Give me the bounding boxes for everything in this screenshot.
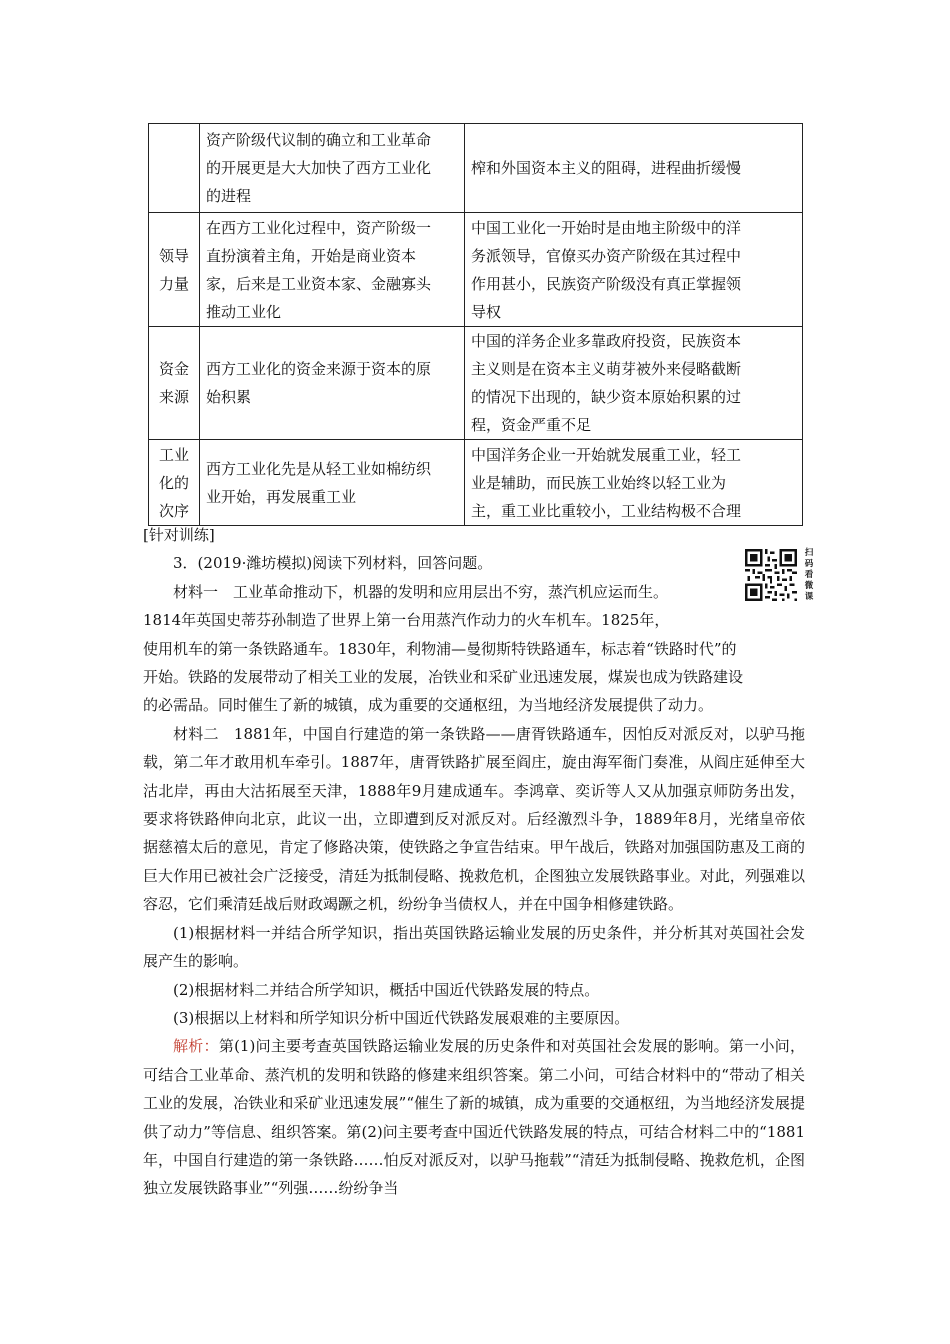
row-label: 资金: [158, 360, 189, 378]
row-label: 次序: [158, 501, 189, 520]
cell-line: 业开始，再发展重工业: [206, 487, 357, 506]
cell-line: 的情况下出现的，缺少资本原始积累的过: [471, 388, 742, 406]
material-one-line: 使用机车的第一条铁路通车。1830年，利物浦—曼彻斯特铁路通车，标志着“铁路时代”的: [143, 639, 737, 658]
material-one-line: 的必需品。同时催生了新的城镇，成为重要的交通枢纽，为当地经济发展提供了动力。: [143, 696, 714, 715]
material-one-line: 开始。铁路的发展带动了相关工业的发展，冶铁业和采矿业迅速发展，煤炭也成为铁路建设: [143, 668, 744, 687]
cell-line: 直扮演着主角，开始是商业资本: [206, 246, 417, 265]
row-label-cell: [149, 124, 200, 213]
qr-caption-char: 扫: [804, 548, 814, 558]
analysis-paragraph: [143, 1032, 805, 1202]
sub-question-2: (2)根据材料二并结合所学知识，概括中国近代铁路发展的特点。: [173, 980, 600, 999]
west-cell: [200, 213, 465, 327]
row-label: 工业: [158, 445, 189, 464]
question-header: 3．(2019·潍坊模拟)阅读下列材料，回答问题。: [173, 554, 493, 573]
comparison-table: [148, 123, 803, 526]
material-two: 材料二 1881年，中国自行建造的第一条铁路——唐胥铁路通车，因怕反对派反对，以驴马拖载，第二年才敢用机车牵引。1887年，唐胥铁路扩展至阎庄，旋由海军衙门奏准，从阎庄延伸至大沽北岸，再由大沽拓展至天津，1888年9月建成通车。李鸿章、奕䜣等人又从加强京师防务出发，要求将铁路伸向北京，此议一出，立即遭到反对派反对。后经激烈斗争，1889年8月，光绪皇帝依据慈禧太后的意见，肯定了修路决策，使铁路之争宣告结束。甲午战后，铁路对加强国防惠及工商的巨大作用已被社会广泛接受，清廷为抵制侵略、挽救危机，企图独立发展铁路事业。对此，列强难以容忍，它们乘清廷战后财政竭蹶之机，纷纷争当债权人，并在中国争相修建铁路。: [143, 724, 805, 914]
china-cell: [465, 327, 803, 440]
row-label-cell: [149, 213, 200, 327]
qr-caption-char: 码: [804, 559, 814, 569]
row-label: 化的: [158, 473, 189, 492]
china-cell: [465, 440, 803, 526]
west-cell: [200, 124, 465, 213]
qr-caption-char: 课: [804, 592, 814, 602]
cell-line: 业是辅助，而民族工业始终以轻工业为: [471, 473, 727, 492]
west-cell: [200, 440, 465, 526]
west-cell: [200, 327, 465, 440]
cell-line: 的进程: [206, 187, 252, 205]
table-row: [149, 213, 803, 327]
cell-line: 主义则是在资本主义萌芽被外来侵略截断: [471, 360, 742, 378]
cell-line: 中国工业化一开始时是由地主阶级中的洋: [471, 218, 742, 237]
china-cell: [465, 124, 803, 213]
material-one-line: 1814年英国史蒂芬孙制造了世界上第一台用蒸汽作动力的火车机车。1825年，: [143, 611, 670, 630]
sub-question-3: (3)根据以上材料和所学知识分析中国近代铁路发展艰难的主要原因。: [173, 1008, 630, 1027]
qr-caption-char: 微: [804, 581, 814, 591]
table-row: [149, 327, 803, 440]
cell-line: 资产阶级代议制的确立和工业革命: [206, 131, 432, 149]
cell-line: 始积累: [206, 388, 252, 406]
training-label: [针对训练]: [143, 526, 215, 544]
table-row: [149, 124, 803, 213]
row-label-cell: [149, 327, 200, 440]
cell-line: 西方工业化先是从轻工业如棉纺织: [206, 459, 432, 478]
cell-line: 家，后来是工业资本家、金融寡头: [206, 274, 432, 293]
cell-line: 导权: [471, 302, 502, 321]
cell-line: 西方工业化的资金来源于资本的原: [206, 360, 432, 378]
cell-line: 主，重工业比重较小，工业结构极不合理: [471, 501, 742, 520]
cell-line: 推动工业化: [206, 302, 282, 321]
cell-line: 中国的洋务企业多靠政府投资，民族资本: [471, 332, 742, 350]
analysis-label: 解析：: [173, 1037, 219, 1056]
cell-line: 中国洋务企业一开始就发展重工业，轻工: [471, 445, 742, 464]
cell-line: 榨和外国资本主义的阻碍，进程曲折缓慢: [471, 159, 742, 177]
row-label: 领导: [158, 246, 189, 265]
cell-line: 在西方工业化过程中，资产阶级一: [206, 218, 432, 237]
row-label-cell: [149, 440, 200, 526]
cell-line: 的开展更是大大加快了西方工业化: [206, 159, 432, 177]
table-row: [149, 440, 803, 526]
analysis-text: 第(1)问主要考查英国铁路运输业发展的历史条件和对英国社会发展的影响。第一小问，可结合工业革命、蒸汽机的发明和铁路的修建来组织答案。第二小问，可结合材料中的“带动了相关工业的发展，冶铁业和采矿业迅速发展”“催生了新的城镇，成为重要的交通枢纽，为当地经济发展提供了动力”等信息、组织答案。第(2)问主要考查中国近代铁路发展的特点，可结合材料二中的“1881年，中国自行建造的第一条铁路……怕反对派反对，以驴马拖载”“清廷为抵制侵略、挽救危机，企图独立发展铁路事业”“列强……纷纷争当: [143, 1037, 805, 1198]
cell-line: 作用甚小，民族资产阶级没有真正掌握领: [471, 274, 742, 293]
row-label: 力量: [158, 274, 189, 293]
cell-line: 程，资金严重不足: [471, 416, 592, 434]
qr-caption-char: 看: [804, 570, 814, 580]
china-cell: [465, 213, 803, 327]
material-one-line: 材料一 工业革命推动下，机器的发明和应用层出不穷，蒸汽机应运而生。: [173, 582, 669, 601]
row-label: 来源: [158, 388, 189, 406]
sub-question-1: (1)根据材料一并结合所学知识，指出英国铁路运输业发展的历史条件，并分析其对英国社会发展产生的影响。: [143, 923, 805, 971]
cell-line: 务派领导，官僚买办资产阶级在其过程中: [471, 246, 742, 265]
question-content: [143, 521, 805, 1203]
